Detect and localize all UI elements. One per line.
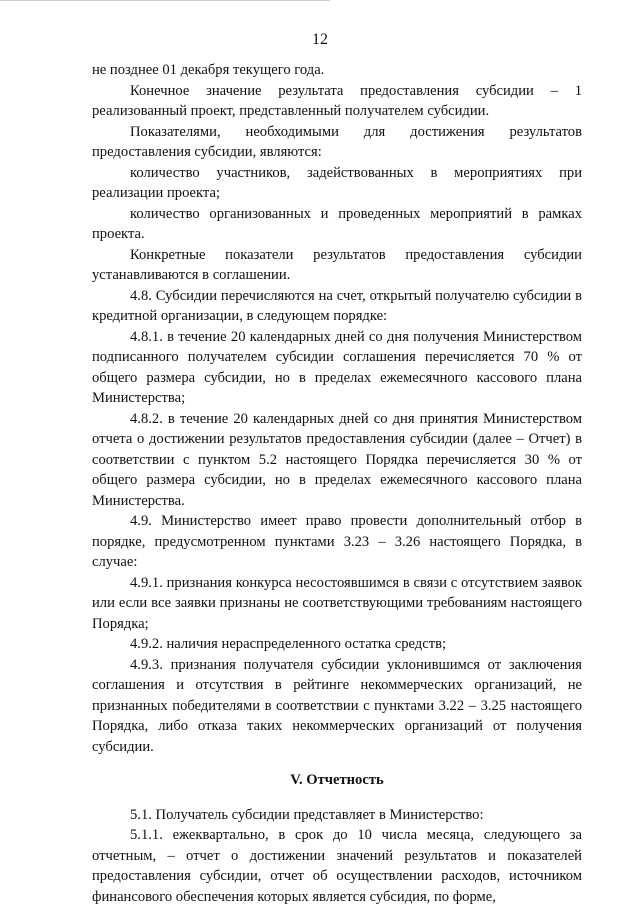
paragraph: Конечное значение результата предоставления субсидии – 1 реализованный проект, представленный получателем субсидии. xyxy=(92,82,582,119)
paragraph: 4.9.1. признания конкурса несостоявшимся в связи с отсутствием заявок или если все заявки признаны не соответствующими требованиям настоящего Порядка; xyxy=(92,574,582,632)
paragraph: не позднее 01 декабря текущего года. xyxy=(92,62,325,78)
top-edge-line xyxy=(0,0,330,1)
paragraph: 5.1. Получатель субсидии представляет в Министерство: xyxy=(130,806,484,823)
paragraph: 5.1.1. ежеквартально, в срок до 10 числа месяца, следующего за отчетным, – отчет о достижении значений результатов и показателей предоставления субсидии, отчет об осуществлении расходов, источником финансового обеспечения которых является субсидия, по форме, xyxy=(92,827,582,905)
section-heading: V. Отчетность xyxy=(290,772,384,788)
paragraph: 4.9.2. наличия нераспределенного остатка средств; xyxy=(130,636,447,652)
paragraph: 4.8.1. в течение 20 календарных дней со дня получения Министерством подписанного получателем субсидии соглашения перечисляется 70 % от общего размера субсидии, но в пределах ежемесячного кассового плана Министерства; xyxy=(92,328,582,406)
page-number: 12 xyxy=(312,31,328,48)
paragraph: 4.9. Министерство имеет право провести дополнительный отбор в порядке, предусмотренном пунктами 3.23 – 3.26 настоящего Порядка, в случае: xyxy=(92,513,582,570)
document-body xyxy=(92,60,582,907)
paragraph: 4.9.3. признания получателя субсидии уклонившимся от заключения соглашения и отсутствия в рейтинге некоммерческих организаций, не признанных победителями в соответствии с пунктами 3.22 – 3.25 настоящего Порядка, либо отказа таких некоммерческих организаций от получения субсидии. xyxy=(92,656,582,755)
paragraph: количество организованных и проведенных мероприятий в рамках проекта. xyxy=(92,205,582,242)
paragraph: Конкретные показатели результатов предоставления субсидии устанавливаются в соглашении. xyxy=(92,246,582,283)
paragraph: 4.8. Субсидии перечисляются на счет, открытый получателю субсидии в кредитной организации, в следующем порядке: xyxy=(92,287,582,324)
paragraph: Показателями, необходимыми для достижения результатов предоставления субсидии, являются: xyxy=(92,123,582,160)
paragraph: 4.8.2. в течение 20 календарных дней со дня принятия Министерством отчета о достижении результатов предоставления субсидии (далее – Отчет) в соответствии с пунктом 5.2 настоящего Порядка перечисляется 30 % от общего размера субсидии, но в пределах ежемесячного кассового плана Министерства. xyxy=(92,410,582,509)
paragraph: количество участников, задействованных в мероприятиях при реализации проекта; xyxy=(92,164,582,201)
